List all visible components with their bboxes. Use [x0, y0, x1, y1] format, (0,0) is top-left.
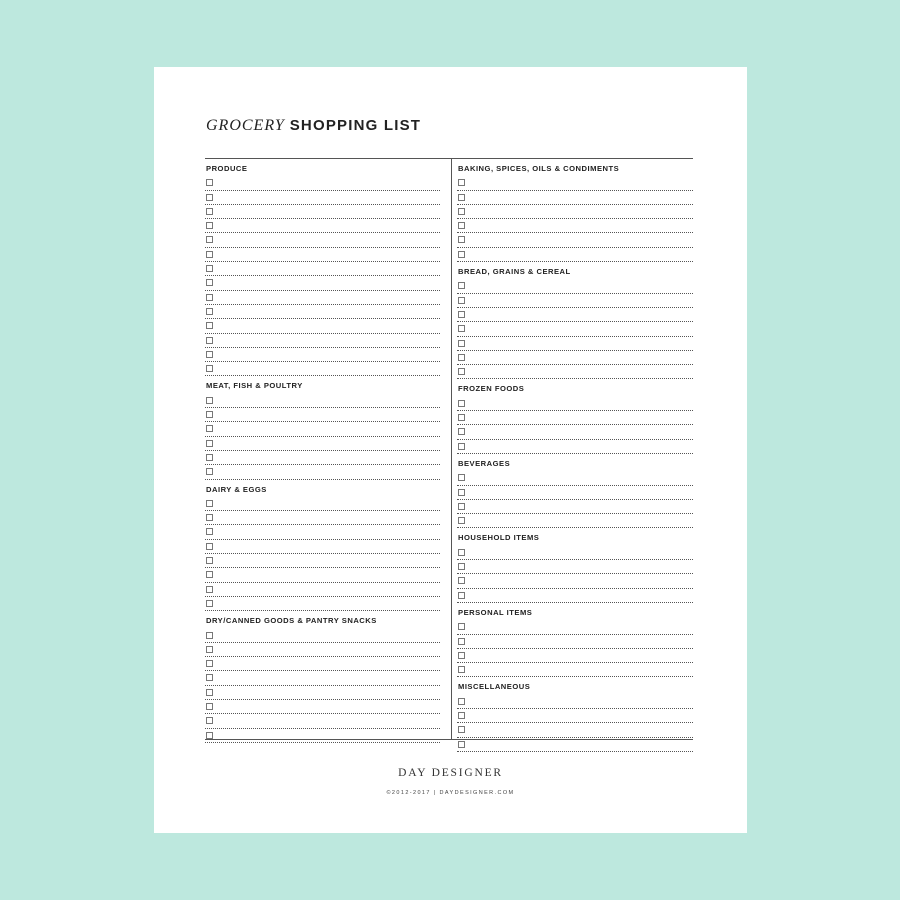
- section-bread-grains-cereal: [457, 265, 693, 379]
- checkbox[interactable]: [458, 503, 465, 510]
- list-item[interactable]: [457, 191, 693, 205]
- checkbox[interactable]: [206, 646, 213, 653]
- list-item[interactable]: [457, 425, 693, 439]
- list-item[interactable]: [205, 334, 440, 348]
- list-item[interactable]: [205, 437, 440, 451]
- checkbox[interactable]: [206, 351, 213, 358]
- checkbox[interactable]: [206, 294, 213, 301]
- checkbox[interactable]: [206, 194, 213, 201]
- page-title: [206, 117, 421, 135]
- list-item[interactable]: [205, 714, 440, 728]
- list-item[interactable]: [457, 397, 693, 411]
- checkbox[interactable]: [206, 322, 213, 329]
- list-item[interactable]: [205, 657, 440, 671]
- list-item[interactable]: [457, 500, 693, 514]
- list-item[interactable]: [205, 276, 440, 290]
- checkbox[interactable]: [206, 425, 213, 432]
- list-item[interactable]: [205, 525, 440, 539]
- section-heading: DRY/CANNED GOODS & PANTRY SNACKS: [206, 616, 377, 626]
- section-heading: MISCELLANEOUS: [458, 682, 531, 692]
- checkbox[interactable]: [458, 577, 465, 584]
- checkbox[interactable]: [206, 703, 213, 710]
- checkbox[interactable]: [458, 282, 465, 289]
- list-item[interactable]: [205, 219, 440, 233]
- section-produce: [205, 162, 440, 376]
- list-item[interactable]: [205, 248, 440, 262]
- list-item[interactable]: [205, 465, 440, 479]
- checkbox[interactable]: [206, 600, 213, 607]
- checkbox[interactable]: [458, 517, 465, 524]
- checkbox[interactable]: [206, 468, 213, 475]
- section-dairy-eggs: [205, 483, 440, 612]
- list-item[interactable]: [457, 294, 693, 308]
- checkbox[interactable]: [206, 660, 213, 667]
- checkbox[interactable]: [206, 528, 213, 535]
- list-item[interactable]: [457, 308, 693, 322]
- checkbox[interactable]: [458, 414, 465, 421]
- list-item[interactable]: [205, 583, 440, 597]
- checkbox[interactable]: [458, 400, 465, 407]
- list-item[interactable]: [457, 440, 693, 454]
- list-item[interactable]: [205, 422, 440, 436]
- checkbox[interactable]: [458, 297, 465, 304]
- list-item[interactable]: [457, 560, 693, 574]
- checkbox[interactable]: [206, 411, 213, 418]
- checkbox[interactable]: [458, 222, 465, 229]
- checkbox[interactable]: [458, 712, 465, 719]
- checkbox[interactable]: [458, 251, 465, 258]
- list-item[interactable]: [205, 497, 440, 511]
- checkbox[interactable]: [206, 265, 213, 272]
- checkbox[interactable]: [458, 592, 465, 599]
- list-item[interactable]: [205, 394, 440, 408]
- right-column: [457, 159, 693, 752]
- list-item[interactable]: [205, 700, 440, 714]
- section-heading: PRODUCE: [206, 164, 248, 173]
- list-item[interactable]: [205, 176, 440, 190]
- list-item[interactable]: [457, 723, 693, 737]
- list-item[interactable]: [457, 176, 693, 190]
- checkbox[interactable]: [206, 543, 213, 550]
- checkbox[interactable]: [458, 325, 465, 332]
- checkbox[interactable]: [458, 208, 465, 215]
- list-item[interactable]: [457, 411, 693, 425]
- checkbox[interactable]: [206, 717, 213, 724]
- checkbox[interactable]: [458, 236, 465, 243]
- list-item[interactable]: [205, 671, 440, 685]
- left-column: [205, 159, 440, 743]
- title-script: GROCERY: [206, 117, 285, 134]
- list-item[interactable]: [457, 695, 693, 709]
- list-item[interactable]: [457, 279, 693, 293]
- list-item[interactable]: [457, 663, 693, 677]
- section-heading: BEVERAGES: [458, 458, 511, 468]
- list-item[interactable]: [205, 451, 440, 465]
- checkbox[interactable]: [458, 474, 465, 481]
- list-item[interactable]: [457, 546, 693, 560]
- section-baking-spices-oils-condiments: [457, 162, 693, 262]
- checkbox[interactable]: [458, 311, 465, 318]
- checkbox[interactable]: [206, 222, 213, 229]
- list-item[interactable]: [457, 219, 693, 233]
- section-heading: MEAT, FISH & POULTRY: [206, 381, 303, 391]
- footer-info: ©2012-2017 | DAYDESIGNER.COM: [386, 790, 515, 796]
- list-item[interactable]: [457, 620, 693, 634]
- list-item[interactable]: [457, 649, 693, 663]
- section-heading: FROZEN FOODS: [458, 384, 525, 394]
- list-item[interactable]: [205, 511, 440, 525]
- title-bold: SHOPPING LIST: [289, 117, 422, 134]
- section-meat-fish-poultry: [205, 379, 440, 479]
- checkbox[interactable]: [206, 500, 213, 507]
- section-personal-items: [457, 606, 693, 677]
- checkbox[interactable]: [206, 674, 213, 681]
- list-item[interactable]: [205, 643, 440, 657]
- section-heading: PERSONAL ITEMS: [458, 607, 533, 617]
- checkbox[interactable]: [458, 443, 465, 450]
- list-item[interactable]: [205, 408, 440, 422]
- checkbox[interactable]: [458, 194, 465, 201]
- list-item[interactable]: [205, 305, 440, 319]
- section-household-items: [457, 531, 693, 602]
- checkbox[interactable]: [458, 698, 465, 705]
- list-item[interactable]: [457, 738, 693, 752]
- list-item[interactable]: [205, 629, 440, 643]
- checkbox[interactable]: [458, 549, 465, 556]
- checkbox[interactable]: [206, 308, 213, 315]
- list-grid: [205, 158, 693, 740]
- list-item[interactable]: [205, 686, 440, 700]
- list-item[interactable]: [457, 486, 693, 500]
- checkbox[interactable]: [458, 726, 465, 733]
- checkbox[interactable]: [206, 397, 213, 404]
- section-dry-canned-goods-pantry-snacks: [205, 614, 440, 743]
- checkbox[interactable]: [206, 279, 213, 286]
- section-miscellaneous: [457, 680, 693, 751]
- checkbox[interactable]: [458, 652, 465, 659]
- list-item[interactable]: [457, 514, 693, 528]
- checkbox[interactable]: [458, 666, 465, 673]
- list-item[interactable]: [457, 471, 693, 485]
- list-item[interactable]: [205, 554, 440, 568]
- checkbox[interactable]: [206, 571, 213, 578]
- checkbox[interactable]: [206, 337, 213, 344]
- list-item[interactable]: [457, 635, 693, 649]
- checkbox[interactable]: [206, 365, 213, 372]
- checkbox[interactable]: [206, 454, 213, 461]
- list-item[interactable]: [205, 348, 440, 362]
- checkbox[interactable]: [206, 236, 213, 243]
- list-item[interactable]: [205, 540, 440, 554]
- checkbox[interactable]: [206, 689, 213, 696]
- checkbox[interactable]: [458, 354, 465, 361]
- checkbox[interactable]: [206, 732, 213, 739]
- list-item[interactable]: [457, 365, 693, 379]
- list-item[interactable]: [457, 337, 693, 351]
- checkbox[interactable]: [458, 623, 465, 630]
- checkbox[interactable]: [206, 179, 213, 186]
- section-heading: HOUSEHOLD ITEMS: [458, 533, 540, 543]
- list-item[interactable]: [457, 709, 693, 723]
- checkbox[interactable]: [206, 208, 213, 215]
- checkbox[interactable]: [458, 741, 465, 748]
- checkbox[interactable]: [458, 428, 465, 435]
- list-item[interactable]: [205, 729, 440, 743]
- list-item[interactable]: [205, 233, 440, 247]
- list-item[interactable]: [457, 351, 693, 365]
- list-item[interactable]: [457, 574, 693, 588]
- checkbox[interactable]: [206, 251, 213, 258]
- list-item[interactable]: [205, 597, 440, 611]
- list-item[interactable]: [457, 248, 693, 262]
- checkbox[interactable]: [458, 489, 465, 496]
- list-item[interactable]: [205, 205, 440, 219]
- checkbox[interactable]: [458, 179, 465, 186]
- section-heading: BAKING, SPICES, OILS & CONDIMENTS: [458, 164, 620, 173]
- list-item[interactable]: [205, 319, 440, 333]
- list-item[interactable]: [205, 262, 440, 276]
- checkbox[interactable]: [206, 632, 213, 639]
- planner-sheet: [154, 67, 747, 833]
- list-item[interactable]: [205, 291, 440, 305]
- section-frozen-foods: [457, 382, 693, 453]
- checkbox[interactable]: [206, 586, 213, 593]
- checkbox[interactable]: [458, 638, 465, 645]
- section-heading: BREAD, GRAINS & CEREAL: [458, 267, 571, 277]
- footer-brand: DAY DESIGNER: [398, 767, 503, 779]
- list-item[interactable]: [457, 589, 693, 603]
- list-item[interactable]: [457, 205, 693, 219]
- checkbox[interactable]: [206, 440, 213, 447]
- section-heading: DAIRY & EGGS: [206, 484, 267, 494]
- column-divider: [451, 159, 452, 739]
- section-beverages: [457, 457, 693, 528]
- list-item[interactable]: [205, 362, 440, 376]
- checkbox[interactable]: [206, 557, 213, 564]
- list-item[interactable]: [205, 191, 440, 205]
- checkbox[interactable]: [458, 563, 465, 570]
- list-item[interactable]: [457, 322, 693, 336]
- list-item[interactable]: [457, 233, 693, 247]
- checkbox[interactable]: [458, 368, 465, 375]
- list-item[interactable]: [205, 568, 440, 582]
- checkbox[interactable]: [458, 340, 465, 347]
- checkbox[interactable]: [206, 514, 213, 521]
